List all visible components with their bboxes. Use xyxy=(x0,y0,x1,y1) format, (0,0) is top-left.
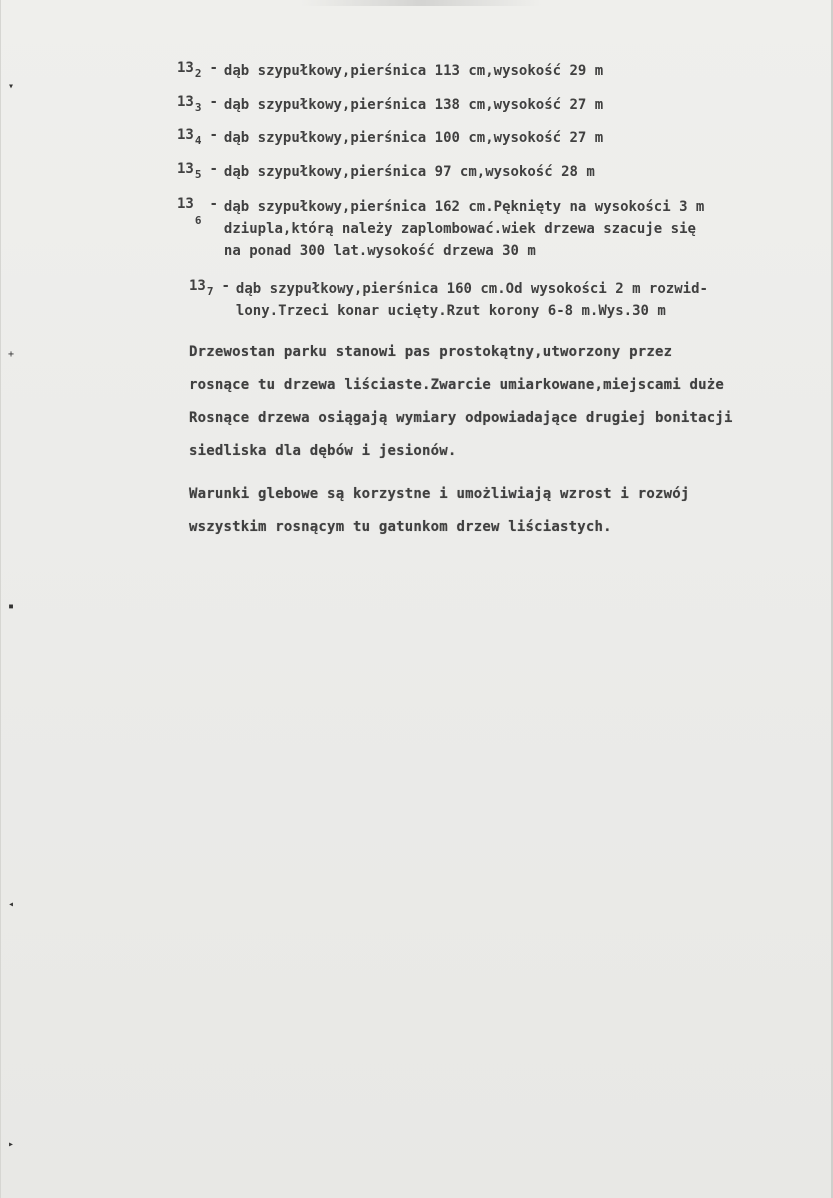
paragraph-line: wszystkim rosnącym tu gatunkom drzew liściastych. xyxy=(189,519,612,535)
entry-dash: - xyxy=(209,60,218,76)
entry-number: $13_5$ xyxy=(177,161,202,181)
tree-entry-13-4 xyxy=(177,127,603,149)
tree-entry-13-7 xyxy=(189,278,708,322)
tree-entry-13-5 xyxy=(177,161,595,183)
entry-number: $13_6$ xyxy=(177,196,202,227)
entry-text-line: lony.Trzeci konar ucięty.Rzut korony 6-8 m.Wys.30 m xyxy=(235,303,666,319)
entry-dash: - xyxy=(221,278,230,294)
entry-dash: - xyxy=(209,196,218,212)
margin-mark: + xyxy=(8,349,15,360)
entry-number: $13_7$ xyxy=(189,278,214,298)
margin-mark: ▪ xyxy=(8,601,15,612)
margin-mark: ◂ xyxy=(8,899,15,910)
entry-text-line: dąb szypułkowy,pierśnica 113 cm,wysokość 29 m xyxy=(223,63,604,79)
entry-dash: - xyxy=(209,94,218,110)
tree-entry-13-2 xyxy=(177,60,603,82)
paragraph-line: rosnące tu drzewa liściaste.Zwarcie umiarkowane,miejscami duże xyxy=(189,377,724,393)
entry-text-line: dąb szypułkowy,pierśnica 97 cm,wysokość 28 m xyxy=(223,164,595,180)
entry-number: $13_2$ xyxy=(177,60,202,80)
entry-dash: - xyxy=(209,161,218,177)
entry-number: $13_3$ xyxy=(177,94,202,114)
tree-entry-13-3 xyxy=(177,94,603,116)
margin-mark: ▸ xyxy=(8,1139,15,1150)
paragraph-line: Rosnące drzewa osiągają wymiary odpowiadające drugiej bonitacji xyxy=(189,410,733,426)
entry-text-line: na ponad 300 lat.wysokość drzewa 30 m xyxy=(223,243,536,259)
entry-text-line: dąb szypułkowy,pierśnica 160 cm.Od wysokości 2 m rozwid- xyxy=(235,281,708,297)
margin-mark: ▾ xyxy=(8,81,15,92)
entry-text-line: dąb szypułkowy,pierśnica 138 cm,wysokość 27 m xyxy=(223,97,604,113)
tree-entry-13-6 xyxy=(177,196,704,262)
top-bleed-through xyxy=(301,0,541,6)
paragraph-line: Drzewostan parku stanowi pas prostokątny,utworzony przez xyxy=(189,344,673,360)
entry-text-line: dąb szypułkowy,pierśnica 162 cm.Pęknięty na wysokości 3 m xyxy=(223,199,705,215)
entry-dash: - xyxy=(209,127,218,143)
entry-text-line: dąb szypułkowy,pierśnica 100 cm,wysokość 27 m xyxy=(223,130,604,146)
paragraph-line: Warunki glebowe są korzystne i umożliwiają wzrost i rozwój xyxy=(189,486,690,502)
entry-text-line: dziupla,którą należy zaplombować.wiek drzewa szacuje się xyxy=(223,221,696,237)
entry-number: $13_4$ xyxy=(177,127,202,147)
paragraph-line: siedliska dla dębów i jesionów. xyxy=(189,443,457,459)
